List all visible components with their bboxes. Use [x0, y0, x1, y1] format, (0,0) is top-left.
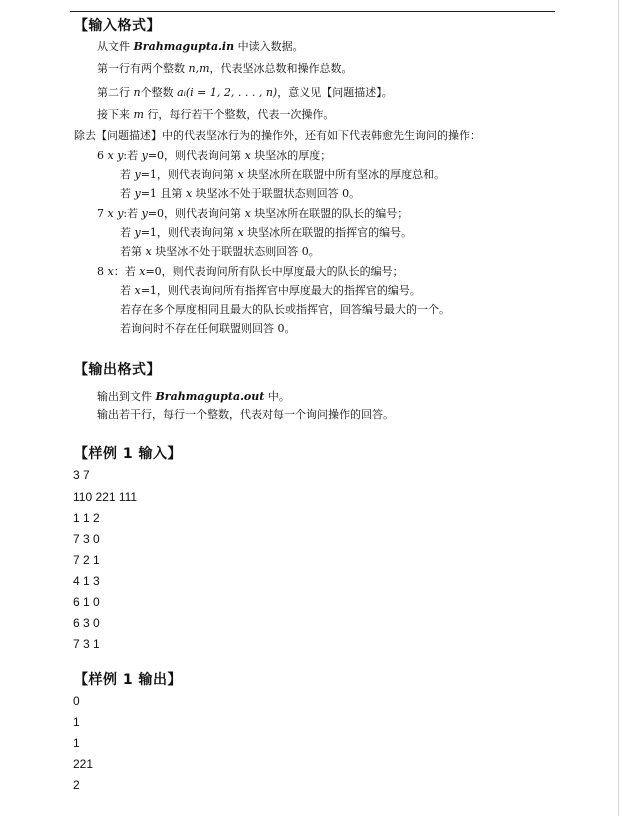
top-rule: [70, 11, 555, 12]
sample-input-line: 4 1 3: [73, 574, 100, 588]
sample-output-line: 0: [73, 694, 80, 708]
sample-output-line: 2: [73, 778, 80, 792]
op7-line-2: 若第 x 块坚冰不处于联盟状态则回答 0。: [120, 245, 320, 258]
sample-input-line: 6 3 0: [73, 616, 100, 630]
op8-line-0: 8 x：若 x=0，则代表询问所有队长中厚度最大的队长的编号；: [97, 265, 404, 278]
sample-output-line: 1: [73, 715, 80, 729]
sample-input-line: 1 1 2: [73, 511, 100, 525]
input-line-ops: 接下来 m 行，每行若干个整数，代表一次操作。: [97, 108, 335, 121]
input-line-first: 第一行有两个整数 n,m，代表坚冰总数和操作总数。: [97, 62, 353, 75]
input-line-second: 第二行 n个整数 aᵢ(i = 1, 2, . . . , n)，意义见【问题描述】。: [97, 86, 393, 99]
sample-output-heading: 【样例 1 输出】: [74, 672, 182, 688]
op6-line-0: 6 x y:若 y=0，则代表询问第 x 块坚冰的厚度；: [97, 149, 332, 162]
input-format-heading: 【输入格式】: [74, 18, 161, 34]
op7-line-1: 若 y=1，则代表询问第 x 块坚冰所在联盟的指挥官的编号。: [120, 226, 413, 239]
op8-line-3: 若询问时不存在任何联盟则回答 0。: [120, 322, 296, 335]
op7-line-0: 7 x y:若 y=0，则代表询问第 x 块坚冰所在联盟的队长的编号；: [97, 207, 409, 220]
sample-input-line: 3 7: [73, 468, 90, 482]
sample-input-heading: 【样例 1 输入】: [74, 446, 182, 462]
output-format-heading: 【输出格式】: [74, 362, 161, 378]
input-line-extra: 除去【问题描述】中的代表坚冰行为的操作外，还有如下代表韩愈先生询问的操作：: [74, 129, 481, 142]
page-edge: [618, 0, 619, 816]
output-line-desc: 输出若干行，每行一个整数，代表对每一个询问操作的回答。: [97, 408, 394, 421]
sample-output-line: 221: [73, 757, 94, 771]
sample-input-line: 7 3 0: [73, 532, 100, 546]
input-line-file: 从文件 Brahmagupta.in 中读入数据。: [97, 40, 304, 53]
op6-line-2: 若 y=1 且第 x 块坚冰不处于联盟状态则回答 0。: [120, 187, 361, 200]
sample-input-line: 6 1 0: [73, 595, 100, 609]
sample-input-line: 110 221 111: [73, 490, 138, 504]
sample-input-line: 7 2 1: [73, 553, 100, 567]
sample-output-line: 1: [73, 736, 80, 750]
output-line-file: 输出到文件 Brahmagupta.out 中。: [97, 390, 290, 403]
op6-line-1: 若 y=1，则代表询问第 x 块坚冰所在联盟中所有坚冰的厚度总和。: [120, 168, 446, 181]
sample-input-line: 7 3 1: [73, 637, 100, 651]
op8-line-1: 若 x=1，则代表询问所有指挥官中厚度最大的指挥官的编号。: [120, 284, 421, 297]
op8-line-2: 若存在多个厚度相同且最大的队长或指挥官，回答编号最大的一个。: [120, 303, 450, 316]
